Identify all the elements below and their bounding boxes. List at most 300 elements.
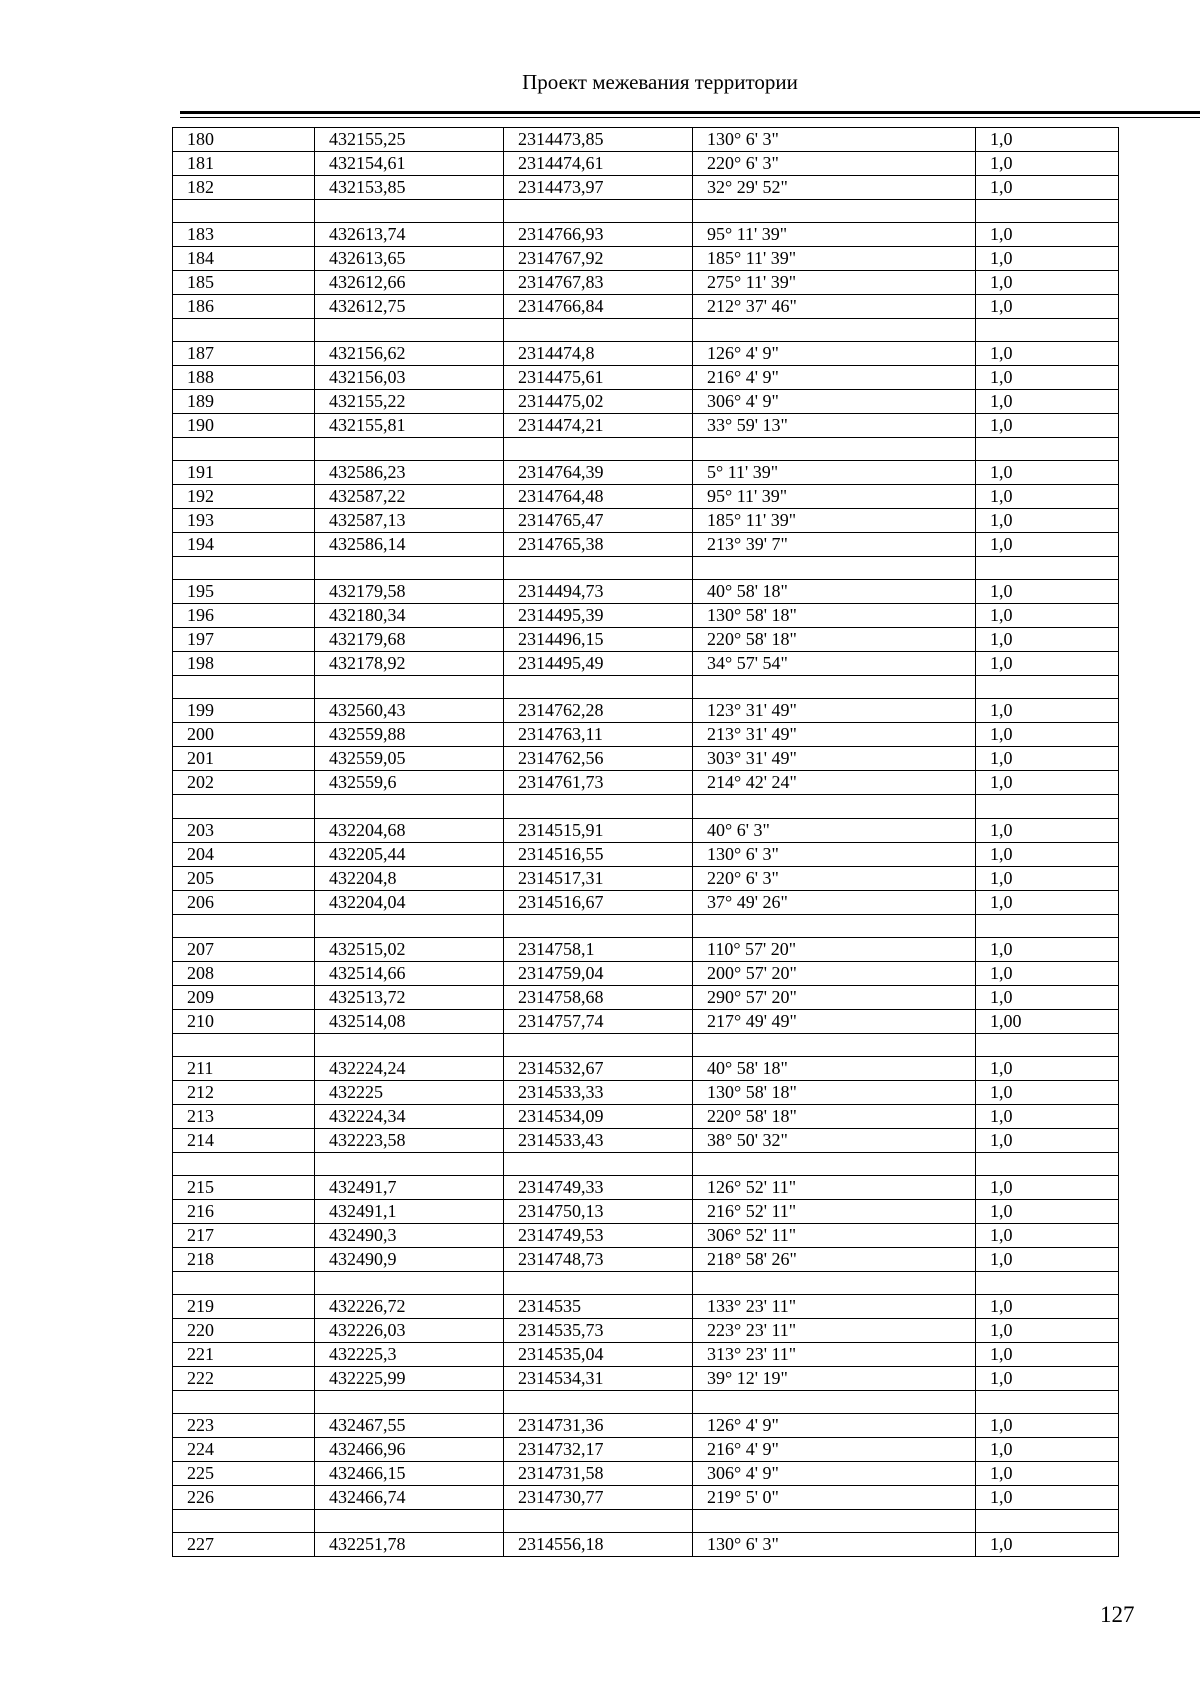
x-coordinate-cell	[315, 795, 504, 818]
y-coordinate-cell: 2314535,73	[504, 1318, 693, 1342]
x-coordinate-cell: 432155,22	[315, 390, 504, 414]
table-row	[173, 1104, 1119, 1128]
distance-cell: 1,0	[976, 985, 1119, 1009]
x-coordinate-cell: 432224,24	[315, 1056, 504, 1080]
table-row	[173, 699, 1119, 723]
table-row	[173, 723, 1119, 747]
y-coordinate-cell: 2314763,11	[504, 723, 693, 747]
distance-cell: 1,0	[976, 1294, 1119, 1318]
x-coordinate-cell: 432204,68	[315, 818, 504, 842]
y-coordinate-cell	[504, 914, 693, 937]
x-coordinate-cell: 432491,1	[315, 1199, 504, 1223]
separator-row	[173, 438, 1119, 461]
table-row	[173, 961, 1119, 985]
separator-row	[173, 1390, 1119, 1413]
y-coordinate-cell: 2314764,48	[504, 485, 693, 509]
y-coordinate-cell: 2314535	[504, 1294, 693, 1318]
y-coordinate-cell: 2314759,04	[504, 961, 693, 985]
table-row	[173, 1009, 1119, 1033]
x-coordinate-cell	[315, 914, 504, 937]
x-coordinate-cell: 432587,22	[315, 485, 504, 509]
x-coordinate-cell: 432155,81	[315, 414, 504, 438]
y-coordinate-cell: 2314757,74	[504, 1009, 693, 1033]
y-coordinate-cell: 2314750,13	[504, 1199, 693, 1223]
separator-row	[173, 319, 1119, 342]
x-coordinate-cell: 432225,3	[315, 1342, 504, 1366]
direction-angle-cell: 220° 58' 18"	[693, 628, 976, 652]
direction-angle-cell: 213° 31' 49"	[693, 723, 976, 747]
x-coordinate-cell: 432490,9	[315, 1247, 504, 1271]
direction-angle-cell: 217° 49' 49"	[693, 1009, 976, 1033]
separator-row	[173, 200, 1119, 223]
y-coordinate-cell: 2314766,93	[504, 223, 693, 247]
x-coordinate-cell: 432467,55	[315, 1414, 504, 1438]
direction-angle-cell: 32° 29' 52"	[693, 176, 976, 200]
y-coordinate-cell: 2314762,56	[504, 747, 693, 771]
point-number-cell	[173, 1152, 315, 1175]
y-coordinate-cell: 2314516,67	[504, 890, 693, 914]
y-coordinate-cell: 2314534,09	[504, 1104, 693, 1128]
distance-cell	[976, 438, 1119, 461]
direction-angle-cell: 123° 31' 49"	[693, 699, 976, 723]
y-coordinate-cell: 2314749,33	[504, 1175, 693, 1199]
y-coordinate-cell: 2314758,68	[504, 985, 693, 1009]
point-number-cell: 196	[173, 604, 315, 628]
distance-cell: 1,0	[976, 1462, 1119, 1486]
table-row	[173, 1056, 1119, 1080]
distance-cell: 1,0	[976, 1199, 1119, 1223]
table-row	[173, 628, 1119, 652]
y-coordinate-cell: 2314475,02	[504, 390, 693, 414]
direction-angle-cell: 130° 58' 18"	[693, 1080, 976, 1104]
point-number-cell: 181	[173, 152, 315, 176]
point-number-cell: 183	[173, 223, 315, 247]
direction-angle-cell: 34° 57' 54"	[693, 652, 976, 676]
direction-angle-cell	[693, 1390, 976, 1413]
y-coordinate-cell: 2314532,67	[504, 1056, 693, 1080]
point-number-cell: 220	[173, 1318, 315, 1342]
x-coordinate-cell: 432491,7	[315, 1175, 504, 1199]
separator-row	[173, 795, 1119, 818]
point-number-cell: 190	[173, 414, 315, 438]
direction-angle-cell: 185° 11' 39"	[693, 247, 976, 271]
x-coordinate-cell: 432559,6	[315, 771, 504, 795]
direction-angle-cell	[693, 438, 976, 461]
direction-angle-cell	[693, 676, 976, 699]
y-coordinate-cell: 2314494,73	[504, 580, 693, 604]
x-coordinate-cell: 432226,03	[315, 1318, 504, 1342]
separator-row	[173, 1271, 1119, 1294]
direction-angle-cell: 303° 31' 49"	[693, 747, 976, 771]
point-number-cell: 209	[173, 985, 315, 1009]
table-row	[173, 461, 1119, 485]
point-number-cell: 195	[173, 580, 315, 604]
x-coordinate-cell: 432179,68	[315, 628, 504, 652]
table-row	[173, 1462, 1119, 1486]
y-coordinate-cell: 2314748,73	[504, 1247, 693, 1271]
table-row	[173, 1175, 1119, 1199]
point-number-cell	[173, 1510, 315, 1533]
y-coordinate-cell: 2314731,36	[504, 1414, 693, 1438]
coordinates-table-body	[173, 128, 1119, 1557]
direction-angle-cell: 223° 23' 11"	[693, 1318, 976, 1342]
point-number-cell: 200	[173, 723, 315, 747]
point-number-cell	[173, 1033, 315, 1056]
distance-cell: 1,0	[976, 1342, 1119, 1366]
distance-cell: 1,0	[976, 1104, 1119, 1128]
distance-cell: 1,0	[976, 1533, 1119, 1557]
y-coordinate-cell: 2314765,47	[504, 509, 693, 533]
x-coordinate-cell: 432586,23	[315, 461, 504, 485]
distance-cell: 1,0	[976, 461, 1119, 485]
x-coordinate-cell: 432559,05	[315, 747, 504, 771]
y-coordinate-cell: 2314765,38	[504, 533, 693, 557]
table-row	[173, 176, 1119, 200]
y-coordinate-cell: 2314731,58	[504, 1462, 693, 1486]
y-coordinate-cell	[504, 319, 693, 342]
x-coordinate-cell: 432612,66	[315, 271, 504, 295]
x-coordinate-cell: 432223,58	[315, 1128, 504, 1152]
table-row	[173, 247, 1119, 271]
direction-angle-cell	[693, 1033, 976, 1056]
direction-angle-cell: 126° 4' 9"	[693, 1414, 976, 1438]
x-coordinate-cell: 432178,92	[315, 652, 504, 676]
y-coordinate-cell: 2314767,83	[504, 271, 693, 295]
separator-row	[173, 676, 1119, 699]
table-row	[173, 1247, 1119, 1271]
y-coordinate-cell: 2314474,21	[504, 414, 693, 438]
x-coordinate-cell: 432225	[315, 1080, 504, 1104]
x-coordinate-cell: 432560,43	[315, 699, 504, 723]
x-coordinate-cell: 432204,8	[315, 866, 504, 890]
direction-angle-cell: 130° 58' 18"	[693, 604, 976, 628]
y-coordinate-cell	[504, 557, 693, 580]
y-coordinate-cell: 2314473,97	[504, 176, 693, 200]
distance-cell	[976, 914, 1119, 937]
point-number-cell: 198	[173, 652, 315, 676]
direction-angle-cell: 212° 37' 46"	[693, 295, 976, 319]
separator-row	[173, 1510, 1119, 1533]
separator-row	[173, 914, 1119, 937]
x-coordinate-cell: 432559,88	[315, 723, 504, 747]
header-rule-thin	[180, 117, 1200, 118]
page-header-title: Проект межевания территории	[522, 70, 798, 94]
distance-cell: 1,0	[976, 890, 1119, 914]
y-coordinate-cell: 2314766,84	[504, 295, 693, 319]
table-row	[173, 366, 1119, 390]
point-number-cell: 214	[173, 1128, 315, 1152]
distance-cell: 1,0	[976, 1175, 1119, 1199]
x-coordinate-cell: 432153,85	[315, 176, 504, 200]
table-row	[173, 152, 1119, 176]
distance-cell: 1,0	[976, 1128, 1119, 1152]
direction-angle-cell: 306° 52' 11"	[693, 1223, 976, 1247]
table-row	[173, 1438, 1119, 1462]
table-row	[173, 390, 1119, 414]
point-number-cell: 187	[173, 342, 315, 366]
y-coordinate-cell: 2314495,39	[504, 604, 693, 628]
x-coordinate-cell: 432613,74	[315, 223, 504, 247]
point-number-cell: 218	[173, 1247, 315, 1271]
y-coordinate-cell: 2314533,33	[504, 1080, 693, 1104]
y-coordinate-cell	[504, 1271, 693, 1294]
point-number-cell: 193	[173, 509, 315, 533]
point-number-cell: 208	[173, 961, 315, 985]
point-number-cell: 180	[173, 128, 315, 152]
point-number-cell: 211	[173, 1056, 315, 1080]
y-coordinate-cell: 2314749,53	[504, 1223, 693, 1247]
separator-row	[173, 1152, 1119, 1175]
point-number-cell	[173, 200, 315, 223]
distance-cell	[976, 1152, 1119, 1175]
table-row	[173, 485, 1119, 509]
point-number-cell: 205	[173, 866, 315, 890]
y-coordinate-cell	[504, 438, 693, 461]
x-coordinate-cell: 432155,25	[315, 128, 504, 152]
direction-angle-cell: 126° 52' 11"	[693, 1175, 976, 1199]
y-coordinate-cell: 2314517,31	[504, 866, 693, 890]
distance-cell: 1,0	[976, 628, 1119, 652]
distance-cell: 1,0	[976, 961, 1119, 985]
distance-cell: 1,0	[976, 1056, 1119, 1080]
point-number-cell: 202	[173, 771, 315, 795]
x-coordinate-cell: 432180,34	[315, 604, 504, 628]
distance-cell	[976, 1271, 1119, 1294]
distance-cell	[976, 319, 1119, 342]
point-number-cell: 207	[173, 937, 315, 961]
table-row	[173, 652, 1119, 676]
x-coordinate-cell	[315, 438, 504, 461]
x-coordinate-cell: 432466,74	[315, 1486, 504, 1510]
point-number-cell	[173, 795, 315, 818]
x-coordinate-cell	[315, 1390, 504, 1413]
table-row	[173, 271, 1119, 295]
distance-cell	[976, 557, 1119, 580]
distance-cell: 1,0	[976, 271, 1119, 295]
distance-cell: 1,0	[976, 509, 1119, 533]
table-row	[173, 1318, 1119, 1342]
y-coordinate-cell: 2314515,91	[504, 818, 693, 842]
point-number-cell: 225	[173, 1462, 315, 1486]
table-row	[173, 771, 1119, 795]
distance-cell: 1,0	[976, 295, 1119, 319]
x-coordinate-cell: 432490,3	[315, 1223, 504, 1247]
point-number-cell: 221	[173, 1342, 315, 1366]
distance-cell: 1,0	[976, 866, 1119, 890]
direction-angle-cell: 38° 50' 32"	[693, 1128, 976, 1152]
y-coordinate-cell: 2314475,61	[504, 366, 693, 390]
direction-angle-cell	[693, 200, 976, 223]
distance-cell	[976, 200, 1119, 223]
direction-angle-cell: 110° 57' 20"	[693, 937, 976, 961]
direction-angle-cell: 39° 12' 19"	[693, 1366, 976, 1390]
distance-cell: 1,0	[976, 533, 1119, 557]
direction-angle-cell: 313° 23' 11"	[693, 1342, 976, 1366]
distance-cell: 1,0	[976, 580, 1119, 604]
table-row	[173, 1223, 1119, 1247]
table-row	[173, 747, 1119, 771]
distance-cell: 1,00	[976, 1009, 1119, 1033]
table-row	[173, 580, 1119, 604]
point-number-cell: 191	[173, 461, 315, 485]
x-coordinate-cell: 432226,72	[315, 1294, 504, 1318]
distance-cell: 1,0	[976, 414, 1119, 438]
distance-cell: 1,0	[976, 152, 1119, 176]
point-number-cell: 185	[173, 271, 315, 295]
x-coordinate-cell	[315, 676, 504, 699]
direction-angle-cell: 218° 58' 26"	[693, 1247, 976, 1271]
table-row	[173, 295, 1119, 319]
direction-angle-cell: 126° 4' 9"	[693, 342, 976, 366]
x-coordinate-cell	[315, 1033, 504, 1056]
point-number-cell	[173, 676, 315, 699]
y-coordinate-cell	[504, 1390, 693, 1413]
x-coordinate-cell: 432154,61	[315, 152, 504, 176]
direction-angle-cell: 214° 42' 24"	[693, 771, 976, 795]
distance-cell: 1,0	[976, 128, 1119, 152]
point-number-cell: 224	[173, 1438, 315, 1462]
direction-angle-cell: 219° 5' 0"	[693, 1486, 976, 1510]
table-row	[173, 1366, 1119, 1390]
y-coordinate-cell: 2314516,55	[504, 842, 693, 866]
direction-angle-cell: 220° 6' 3"	[693, 866, 976, 890]
y-coordinate-cell	[504, 795, 693, 818]
direction-angle-cell	[693, 1510, 976, 1533]
x-coordinate-cell: 432156,62	[315, 342, 504, 366]
point-number-cell: 217	[173, 1223, 315, 1247]
direction-angle-cell: 306° 4' 9"	[693, 1462, 976, 1486]
y-coordinate-cell: 2314534,31	[504, 1366, 693, 1390]
y-coordinate-cell: 2314495,49	[504, 652, 693, 676]
distance-cell: 1,0	[976, 937, 1119, 961]
distance-cell: 1,0	[976, 652, 1119, 676]
direction-angle-cell	[693, 319, 976, 342]
direction-angle-cell: 40° 58' 18"	[693, 580, 976, 604]
y-coordinate-cell: 2314767,92	[504, 247, 693, 271]
direction-angle-cell: 133° 23' 11"	[693, 1294, 976, 1318]
direction-angle-cell	[693, 1152, 976, 1175]
distance-cell: 1,0	[976, 818, 1119, 842]
distance-cell: 1,0	[976, 366, 1119, 390]
table-row	[173, 1199, 1119, 1223]
x-coordinate-cell: 432514,66	[315, 961, 504, 985]
x-coordinate-cell: 432513,72	[315, 985, 504, 1009]
y-coordinate-cell: 2314556,18	[504, 1533, 693, 1557]
distance-cell: 1,0	[976, 485, 1119, 509]
table-row	[173, 604, 1119, 628]
distance-cell: 1,0	[976, 1080, 1119, 1104]
direction-angle-cell: 213° 39' 7"	[693, 533, 976, 557]
distance-cell: 1,0	[976, 747, 1119, 771]
direction-angle-cell: 216° 52' 11"	[693, 1199, 976, 1223]
x-coordinate-cell: 432514,08	[315, 1009, 504, 1033]
distance-cell	[976, 1033, 1119, 1056]
table-row	[173, 1342, 1119, 1366]
point-number-cell: 184	[173, 247, 315, 271]
y-coordinate-cell	[504, 676, 693, 699]
direction-angle-cell: 95° 11' 39"	[693, 485, 976, 509]
distance-cell: 1,0	[976, 1223, 1119, 1247]
direction-angle-cell	[693, 1271, 976, 1294]
distance-cell: 1,0	[976, 771, 1119, 795]
distance-cell: 1,0	[976, 604, 1119, 628]
direction-angle-cell	[693, 557, 976, 580]
direction-angle-cell: 306° 4' 9"	[693, 390, 976, 414]
page-number: 127	[1100, 1602, 1135, 1627]
point-number-cell	[173, 1271, 315, 1294]
point-number-cell	[173, 1390, 315, 1413]
distance-cell: 1,0	[976, 342, 1119, 366]
distance-cell	[976, 676, 1119, 699]
table-row	[173, 533, 1119, 557]
distance-cell: 1,0	[976, 1247, 1119, 1271]
y-coordinate-cell	[504, 1510, 693, 1533]
point-number-cell: 206	[173, 890, 315, 914]
y-coordinate-cell: 2314730,77	[504, 1486, 693, 1510]
point-number-cell	[173, 557, 315, 580]
distance-cell: 1,0	[976, 390, 1119, 414]
distance-cell: 1,0	[976, 247, 1119, 271]
direction-angle-cell: 220° 6' 3"	[693, 152, 976, 176]
table-row	[173, 414, 1119, 438]
x-coordinate-cell: 432251,78	[315, 1533, 504, 1557]
distance-cell: 1,0	[976, 1486, 1119, 1510]
point-number-cell: 219	[173, 1294, 315, 1318]
direction-angle-cell: 40° 58' 18"	[693, 1056, 976, 1080]
x-coordinate-cell	[315, 1510, 504, 1533]
point-number-cell: 194	[173, 533, 315, 557]
point-number-cell: 212	[173, 1080, 315, 1104]
header-rule-thick	[180, 111, 1200, 114]
point-number-cell: 197	[173, 628, 315, 652]
x-coordinate-cell: 432613,65	[315, 247, 504, 271]
x-coordinate-cell: 432515,02	[315, 937, 504, 961]
distance-cell: 1,0	[976, 176, 1119, 200]
x-coordinate-cell: 432205,44	[315, 842, 504, 866]
y-coordinate-cell	[504, 200, 693, 223]
distance-cell: 1,0	[976, 1414, 1119, 1438]
direction-angle-cell: 130° 6' 3"	[693, 1533, 976, 1557]
point-number-cell: 216	[173, 1199, 315, 1223]
distance-cell: 1,0	[976, 842, 1119, 866]
direction-angle-cell: 275° 11' 39"	[693, 271, 976, 295]
point-number-cell: 222	[173, 1366, 315, 1390]
x-coordinate-cell: 432587,13	[315, 509, 504, 533]
y-coordinate-cell: 2314758,1	[504, 937, 693, 961]
point-number-cell	[173, 438, 315, 461]
point-number-cell: 192	[173, 485, 315, 509]
point-number-cell: 227	[173, 1533, 315, 1557]
direction-angle-cell: 216° 4' 9"	[693, 1438, 976, 1462]
table-row	[173, 1414, 1119, 1438]
x-coordinate-cell	[315, 1271, 504, 1294]
x-coordinate-cell: 432179,58	[315, 580, 504, 604]
y-coordinate-cell: 2314474,8	[504, 342, 693, 366]
table-row	[173, 128, 1119, 152]
direction-angle-cell: 5° 11' 39"	[693, 461, 976, 485]
point-number-cell: 189	[173, 390, 315, 414]
y-coordinate-cell: 2314732,17	[504, 1438, 693, 1462]
table-row	[173, 223, 1119, 247]
table-row	[173, 985, 1119, 1009]
distance-cell: 1,0	[976, 1366, 1119, 1390]
y-coordinate-cell: 2314535,04	[504, 1342, 693, 1366]
distance-cell: 1,0	[976, 223, 1119, 247]
x-coordinate-cell: 432225,99	[315, 1366, 504, 1390]
point-number-cell: 199	[173, 699, 315, 723]
direction-angle-cell: 220° 58' 18"	[693, 1104, 976, 1128]
table-row	[173, 509, 1119, 533]
